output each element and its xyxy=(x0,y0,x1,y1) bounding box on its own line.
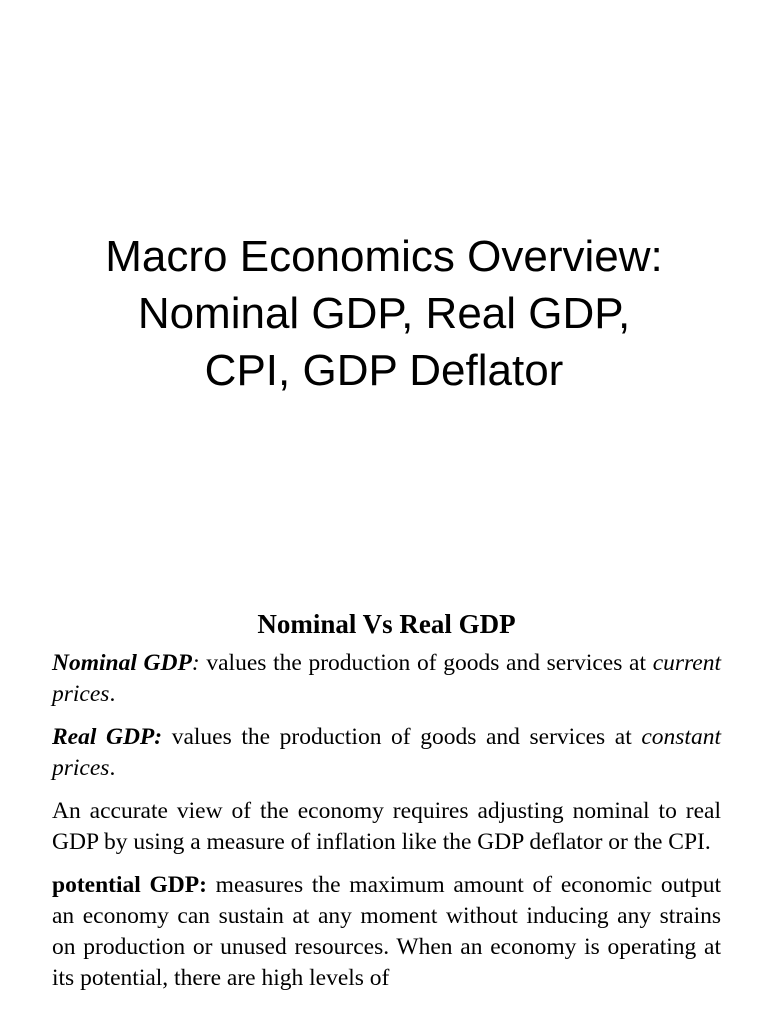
nominal-gdp-definition xyxy=(52,648,721,710)
constant-prices-emphasis: constant prices xyxy=(52,724,721,781)
real-gdp-term: Real GDP: xyxy=(52,724,163,750)
real-gdp-definition xyxy=(52,722,721,784)
slide-title xyxy=(0,228,768,399)
slide-title-line: CPI, GDP Deflator xyxy=(204,346,564,395)
accurate-view-paragraph: An accurate view of the economy requires adjusting nominal to real GDP by using a measure of inflation like the GDP deflator or the CPI. xyxy=(52,798,721,855)
potential-gdp-term: potential GDP: xyxy=(52,872,207,898)
nominal-gdp-colon: : xyxy=(191,650,200,676)
current-prices-emphasis: current prices xyxy=(52,650,721,707)
nominal-gdp-end: . xyxy=(109,681,116,707)
potential-gdp-text: measures the maximum amount of economic output an economy can sustain at any moment without inducing any strains on production or unused resources. When an economy is operating at its potential, there are high levels of xyxy=(52,872,721,991)
real-gdp-text: values the production of goods and services at xyxy=(162,724,642,750)
slide-title-line: Macro Economics Overview: xyxy=(105,232,663,281)
potential-gdp-definition xyxy=(52,870,721,994)
nominal-gdp-term: Nominal GDP xyxy=(52,650,192,676)
slide-title-line: Nominal GDP, Real GDP, xyxy=(137,289,631,338)
real-gdp-end: . xyxy=(109,755,116,781)
nominal-gdp-text: values the production of goods and services at xyxy=(199,650,653,676)
document-content xyxy=(52,606,721,1006)
section-heading: Nominal Vs Real GDP xyxy=(257,609,516,639)
